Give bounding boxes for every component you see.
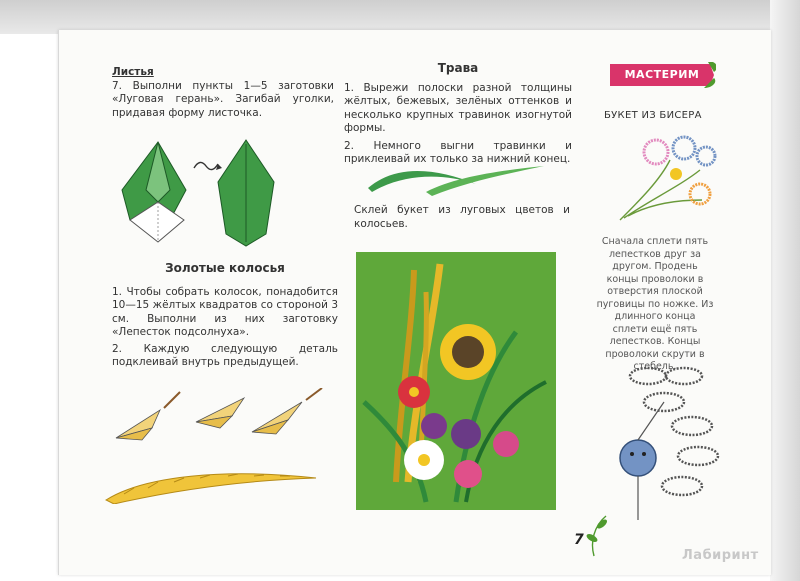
leaves-text: 7. Выполни пункты 1—5 заготовки «Луговая герань». Загибай уголки, придавая форму листочка.: [112, 79, 334, 119]
ear-assembly-diagram: [112, 388, 332, 446]
masterim-label-box: [608, 62, 716, 88]
golden-ears-step2: 2. Каждую следующую деталь подклеивай внутрь предыдущей.: [112, 342, 338, 368]
button-bead-icon: [620, 440, 656, 476]
scan-right-edge: [770, 0, 800, 581]
grass-step2: 2. Немного выгни травинки и приклеивай их только за нижний конец.: [344, 139, 572, 165]
scan-top-edge: [0, 0, 800, 34]
bouquet-illustration: [356, 252, 556, 510]
bead-flowers-figure: [610, 130, 720, 226]
golden-ears-heading: Золотые колосья: [165, 261, 285, 275]
grass-section: [344, 62, 572, 167]
ear-piece-1-figure: [116, 410, 160, 440]
red-flower: [398, 376, 430, 408]
bead-bouquet-text: Сначала сплети пять лепестков друг за другом. Продень концы проволоки в отверстия плоской пуговицы по ножке. Из длинного конца сплети ещё пять лепестков. Концы проволоки скрути в стебель.: [596, 236, 714, 372]
leaves-heading: Листья: [112, 66, 154, 78]
leaves-section: [112, 66, 334, 120]
page-number-leaf-icon: [580, 512, 610, 558]
daisy: [404, 440, 444, 480]
grass-step1: 1. Вырежи полоски разной толщины жёлтых, бежевых, зелёных оттенков и несколько крупных травинок изогнутой формы.: [344, 81, 572, 134]
bouquet-text: Склей букет из луговых цветов и колосьев.: [354, 204, 570, 230]
bead-bouquet-title: БУКЕТ ИЗ БИСЕРА: [604, 110, 702, 121]
bouquet-note: [354, 204, 570, 231]
turn-over-arrow-icon: [194, 162, 222, 170]
leaf-folding-diagram: [118, 138, 298, 250]
leaf-fold-step2-figure: [218, 140, 274, 246]
masterim-label: МАСТЕРИМ: [624, 68, 700, 81]
leaf-fold-step1-figure: [122, 142, 186, 242]
bead-weaving-diagram: [608, 362, 724, 522]
ear-piece-3-figure: [252, 388, 322, 434]
labirint-watermark: Лабиринт: [682, 548, 759, 563]
golden-ears-step1: 1. Чтобы собрать колосок, понадобится 10—15 жёлтых квадратов со стороной 3 см. Выполни из них заготовку «Лепесток подсолнуха».: [112, 285, 338, 338]
finished-ear-figure: [104, 464, 318, 504]
golden-ears-section: [112, 262, 338, 370]
glue-brush-icon: [164, 392, 180, 408]
grass-heading: Трава: [437, 61, 479, 75]
page-number: 7: [574, 532, 584, 548]
bouquet-photo: [356, 252, 556, 510]
grass-blades-figure: [366, 162, 546, 198]
sunflower: [440, 324, 496, 380]
ear-piece-2-figure: [196, 398, 244, 428]
